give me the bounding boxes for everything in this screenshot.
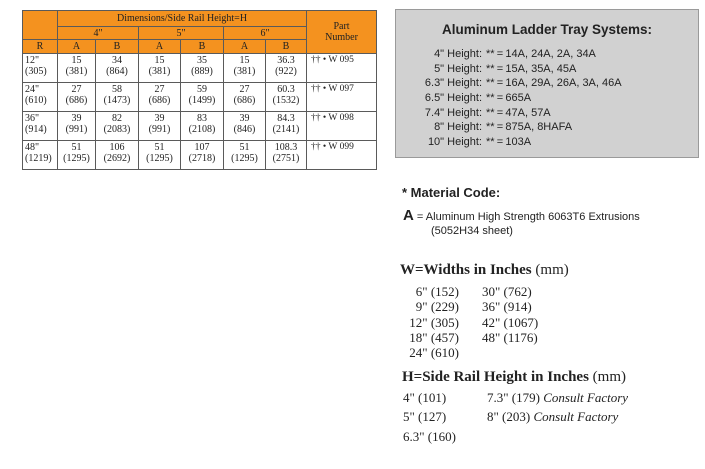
dim-cell [58, 83, 96, 112]
dim-cell [96, 112, 139, 141]
heights-heading [402, 369, 626, 386]
height-value: ** = 16A, 29A, 26A, 3A, 46A [486, 77, 622, 90]
dim-cell [139, 54, 181, 83]
list-item: 36" (914) [482, 299, 532, 315]
heights-heading-label: H=Side Rail Height in Inches [402, 369, 589, 385]
dim-mm: (2692) [103, 153, 131, 164]
r-inches: 36" [25, 113, 40, 124]
header-part-number [307, 11, 377, 54]
dim-in: 51 [71, 142, 82, 153]
dim-mm: (889) [191, 66, 213, 77]
dim-in: 107 [194, 142, 210, 153]
r-cell [23, 54, 58, 83]
r-inches: 12" [25, 55, 40, 66]
dim-mm: (2083) [103, 124, 131, 135]
list-item [396, 76, 698, 91]
height-value: ** = 103A [486, 136, 532, 149]
dim-cell [58, 54, 96, 83]
header-a: A [224, 40, 266, 54]
list-item: 4" (101) [403, 390, 447, 405]
dim-cell [139, 141, 181, 170]
dim-in: 84.3 [277, 113, 295, 124]
list-item [396, 135, 698, 150]
height-label: 5" Height: [434, 62, 482, 75]
header-b: B [181, 40, 224, 54]
dim-mm: (686) [65, 95, 88, 106]
dim-in: 39 [71, 113, 82, 124]
material-description: Aluminum High Strength 6063T6 Extrusions [425, 211, 640, 223]
dim-cell [224, 141, 266, 170]
dim-mm: (991) [148, 124, 171, 135]
dim-cell [224, 112, 266, 141]
header-r: R [23, 40, 58, 54]
dim-mm: (686) [233, 95, 256, 106]
dim-cell [266, 112, 307, 141]
header-height-4: 4" [58, 27, 139, 40]
dim-in: 58 [112, 84, 122, 95]
dim-cell [181, 83, 224, 112]
dim-mm: (1473) [103, 95, 131, 106]
r-mm: (1219) [25, 153, 52, 164]
dim-mm: (2141) [272, 124, 300, 135]
dim-cell [58, 141, 96, 170]
dim-in: 15 [71, 55, 82, 66]
header-b: B [96, 40, 139, 54]
dim-cell [96, 54, 139, 83]
widths-column-2 [482, 284, 548, 345]
height-label: 4" Height: [434, 48, 482, 60]
part-number: †† • W 097 [307, 83, 377, 112]
widths-heading-label: W=Widths in Inches [400, 262, 532, 278]
widths-column-1 [399, 284, 459, 360]
r-cell [23, 112, 58, 141]
table-row [23, 83, 377, 112]
ladder-tray-title: Aluminum Ladder Tray Systems: [441, 22, 653, 37]
ladder-tray-systems-box [395, 9, 699, 158]
height-value: ** = 14A, 24A, 2A, 34A [486, 48, 596, 60]
dim-in: 27 [154, 84, 165, 95]
height-value: 8" (203) [487, 409, 531, 424]
dim-in: 39 [239, 113, 250, 124]
header-b: B [266, 40, 307, 54]
part-number: †† • W 095 [307, 54, 377, 83]
dim-mm: (381) [233, 66, 256, 77]
header-height-6: 6" [224, 27, 307, 40]
dim-mm: (1295) [63, 153, 90, 164]
height-value: ** = 665A [486, 92, 532, 105]
height-value: 7.3" (179) [487, 390, 540, 405]
r-inches: 48" [25, 142, 40, 153]
consult-factory-note: Consult Factory [533, 409, 619, 424]
height-label: 8" Height: [434, 121, 482, 134]
part-number: †† • W 099 [307, 141, 377, 170]
r-mm: (610) [25, 95, 47, 106]
list-item: 9" (229) [415, 299, 459, 315]
list-item [396, 62, 698, 77]
dim-in: 35 [197, 55, 207, 66]
list-item: 6.3" (160) [403, 429, 456, 444]
height-value: ** = 15A, 35A, 45A [486, 62, 577, 75]
dim-cell [266, 83, 307, 112]
table-row [23, 54, 377, 83]
dim-cell [224, 54, 266, 83]
header-number: Number [325, 32, 358, 43]
dim-mm: (1532) [272, 95, 300, 106]
dim-in: 27 [71, 84, 82, 95]
material-sheet: (5052H34 sheet) [431, 225, 513, 237]
dim-mm: (381) [148, 66, 171, 77]
dim-in: 27 [239, 84, 250, 95]
heights-heading-unit: (mm) [592, 369, 626, 385]
dim-mm: (991) [65, 124, 88, 135]
list-item: 30" (762) [482, 284, 532, 299]
dim-cell [181, 112, 224, 141]
dimensions-table [22, 10, 377, 170]
table-row [23, 112, 377, 141]
dim-mm: (864) [106, 66, 128, 77]
dim-mm: (2718) [188, 153, 216, 164]
header-a: A [58, 40, 96, 54]
dim-in: 83 [197, 113, 207, 124]
header-a: A [139, 40, 181, 54]
dim-in: 36.3 [277, 55, 295, 66]
list-item: 24" (610) [409, 345, 459, 361]
dim-in: 60.3 [277, 84, 295, 95]
r-cell [23, 83, 58, 112]
material-letter: A [403, 207, 414, 224]
header-part: Part [333, 21, 350, 32]
widths-heading-unit: (mm) [535, 262, 569, 278]
list-item [396, 91, 698, 106]
dim-cell [139, 83, 181, 112]
list-item: 18" (457) [409, 329, 459, 345]
header-r-spacer [23, 11, 58, 40]
dim-mm: (1295) [146, 153, 173, 164]
consult-factory-note: Consult Factory [543, 390, 629, 405]
height-label: 6.3" Height: [424, 77, 482, 90]
dim-in: 106 [109, 142, 125, 153]
dim-mm: (1499) [188, 95, 216, 106]
widths-heading [400, 262, 569, 279]
list-item [396, 47, 698, 62]
list-item: 12" (305) [409, 314, 459, 330]
height-value: ** = 47A, 57A [486, 106, 551, 119]
material-code-heading: * Material Code: [402, 185, 501, 200]
r-inches: 24" [25, 84, 40, 95]
list-item: 5" (127) [403, 409, 447, 424]
height-label: 6.5" Height: [424, 92, 482, 105]
height-label: 7.4" Height: [424, 106, 482, 119]
list-item: 42" (1067) [482, 314, 539, 330]
ladder-tray-list [396, 47, 698, 150]
r-mm: (914) [25, 124, 47, 135]
part-number: †† • W 098 [307, 112, 377, 141]
list-item [487, 390, 628, 406]
dim-in: 51 [154, 142, 165, 153]
list-item: 6" (152) [415, 284, 459, 299]
height-label: 10" Height: [427, 136, 482, 149]
dim-cell [266, 141, 307, 170]
dim-cell [58, 112, 96, 141]
dim-in: 51 [239, 142, 250, 153]
dim-mm: (922) [275, 66, 297, 77]
dim-mm: (846) [233, 124, 256, 135]
r-mm: (305) [25, 66, 47, 77]
dim-mm: (2108) [188, 124, 216, 135]
dim-in: 15 [239, 55, 250, 66]
dim-cell [139, 112, 181, 141]
dim-mm: (381) [65, 66, 88, 77]
dim-in: 82 [112, 113, 122, 124]
dim-cell [224, 83, 266, 112]
list-item [396, 106, 698, 121]
list-item [487, 409, 618, 425]
dim-cell [181, 54, 224, 83]
dim-in: 15 [154, 55, 165, 66]
material-equals: = [416, 211, 424, 223]
header-height-5: 5" [139, 27, 224, 40]
header-dimensions: Dimensions/Side Rail Height=H [58, 11, 307, 27]
dim-cell [266, 54, 307, 83]
dim-cell [96, 141, 139, 170]
dim-cell [181, 141, 224, 170]
dim-in: 39 [154, 113, 165, 124]
table-row [23, 141, 377, 170]
dim-cell [96, 83, 139, 112]
dim-in: 59 [197, 84, 207, 95]
dim-in: 108.3 [274, 142, 298, 153]
material-code-line [403, 207, 640, 224]
dim-mm: (686) [148, 95, 171, 106]
dim-mm: (2751) [272, 153, 300, 164]
r-cell [23, 141, 58, 170]
height-value: ** = 875A, 8HAFA [486, 121, 573, 134]
dim-in: 34 [112, 55, 122, 66]
dim-mm: (1295) [231, 153, 258, 164]
list-item: 48" (1176) [482, 329, 538, 345]
list-item [396, 120, 698, 135]
